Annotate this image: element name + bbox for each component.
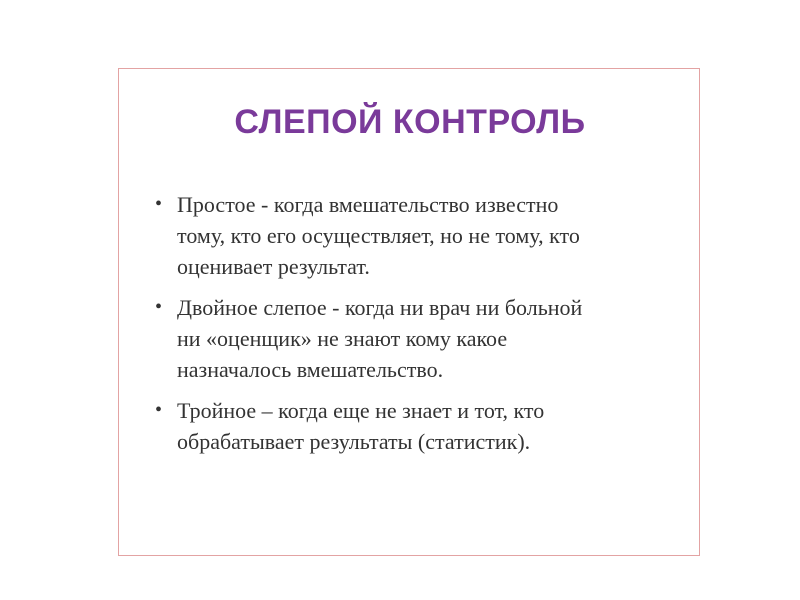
bullet-item-triple-blind: [153, 395, 673, 457]
bullet-icon: •: [155, 296, 163, 318]
bullet-item-simple: [153, 189, 673, 282]
bullet-text-line: назначалось вмешательство.: [177, 357, 444, 382]
bullet-list: [153, 189, 673, 467]
bullet-text-line: Простое - когда вмешательство известно: [177, 192, 559, 217]
slide-title: СЛЕПОЙ КОНТРОЛЬ: [234, 103, 586, 141]
bullet-text-line: оценивает результат.: [177, 254, 370, 279]
bullet-item-double-blind: [153, 292, 673, 385]
slide-frame: [118, 68, 700, 556]
bullet-text-line: тому, кто его осуществляет, но не тому, кто: [177, 223, 580, 248]
bullet-text-line: Двойное слепое - когда ни врач ни больной: [177, 295, 583, 320]
bullet-icon: •: [155, 193, 163, 215]
bullet-text-line: ни «оценщик» не знают кому какое: [177, 326, 508, 351]
bullet-text-line: Тройное – когда еще не знает и тот, кто: [177, 398, 545, 423]
bullet-icon: •: [155, 399, 163, 421]
bullet-text-line: обрабатывает результаты (статистик).: [177, 429, 531, 454]
